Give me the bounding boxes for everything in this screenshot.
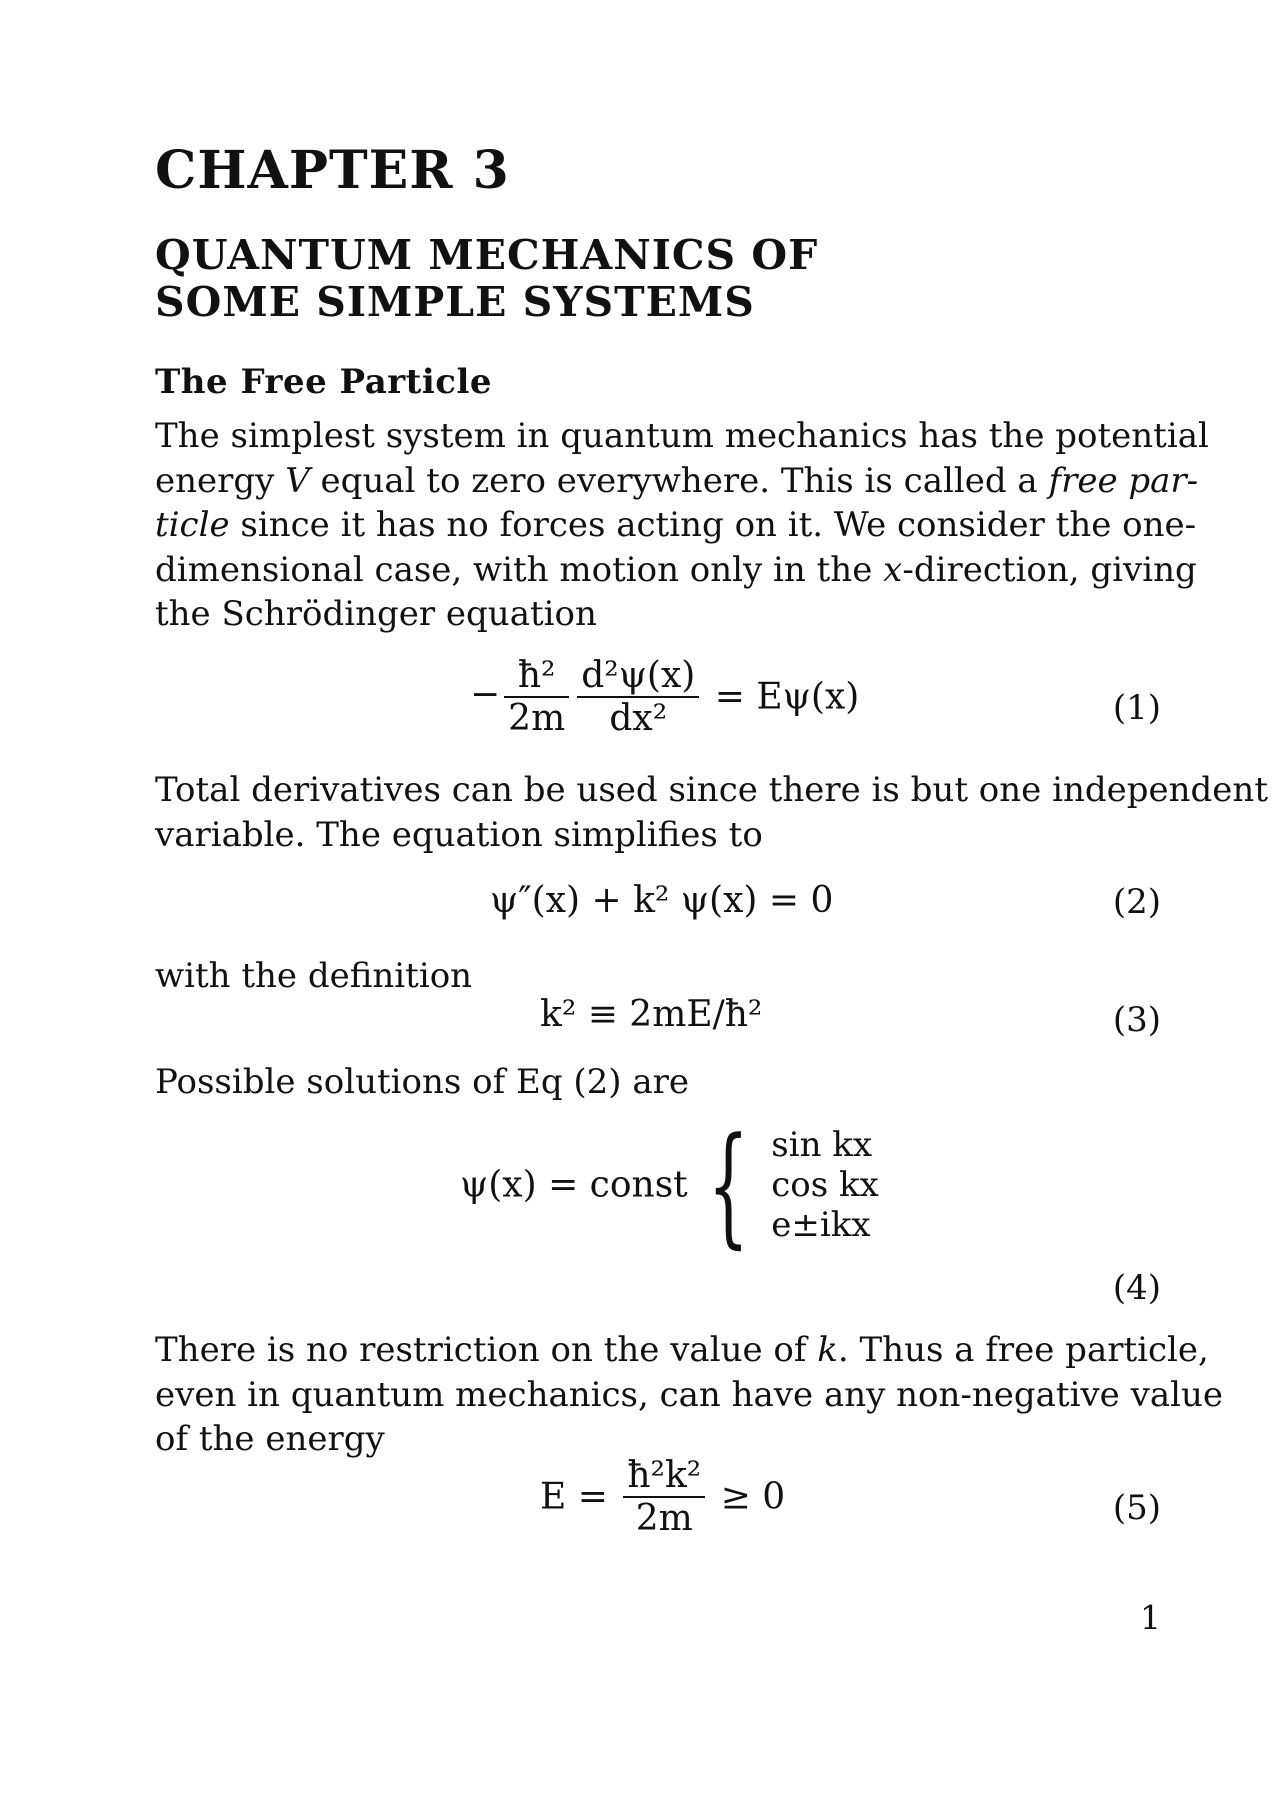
fraction: $\frac{\text{d²ψ(x)}}{\text{dx²}}$ xyxy=(577,655,699,739)
text-line: There is no restriction on the value of k. Thus a free particle, xyxy=(155,1330,1209,1370)
equation-5 xyxy=(540,1455,785,1539)
left-brace: { xyxy=(707,1109,750,1261)
minus-sign: − xyxy=(470,674,501,715)
equation-number: (2) xyxy=(1112,882,1161,922)
text-line: with the definition xyxy=(155,956,473,996)
text-line: energy V equal to zero everywhere. This is called a free par- xyxy=(155,460,1199,501)
text-line: the Schrödinger equation xyxy=(155,594,597,634)
equation-number: (3) xyxy=(1112,1000,1161,1040)
text-line: even in quantum mechanics, can have any non-negative value xyxy=(155,1374,1223,1415)
text-line: ticle since it has no forces acting on it. We consider the one- xyxy=(155,505,1197,545)
fraction: $\frac{\text{ħ²}}{2m}$ xyxy=(504,655,569,739)
case-item: cos kx xyxy=(771,1165,879,1205)
equation-lhs: E = xyxy=(540,1476,608,1518)
text-line: The simplest system in quantum mechanics has the potential xyxy=(155,416,1209,456)
equation-3: k² ≡ 2mE/ħ² xyxy=(540,994,763,1035)
equation-rhs: ≥ 0 xyxy=(720,1476,786,1518)
cases-list xyxy=(771,1125,879,1245)
text-line: Possible solutions of Eq (2) are xyxy=(155,1062,690,1102)
math-variable: V xyxy=(285,460,310,501)
equation-number: (4) xyxy=(1112,1268,1161,1308)
page-number: 1 xyxy=(1140,1598,1161,1637)
paragraph xyxy=(155,768,1268,857)
text-line: dimensional case, with motion only in the x-direction, giving xyxy=(155,549,1197,590)
equation-number: (1) xyxy=(1112,688,1161,728)
chapter-title xyxy=(155,232,818,326)
case-item: sin kx xyxy=(771,1125,873,1165)
equation-1 xyxy=(470,655,859,739)
equation-2: ψ″(x) + k² ψ(x) = 0 xyxy=(490,880,834,921)
paragraph xyxy=(155,954,1161,999)
emphasis-text: free par- xyxy=(1048,460,1199,501)
math-variable: k xyxy=(817,1330,838,1370)
text-line: Total derivatives can be used since there is but one independent xyxy=(155,770,1268,810)
emphasis-text: ticle xyxy=(155,505,230,545)
equation-4 xyxy=(460,1109,879,1261)
chapter-title-line: SOME SIMPLE SYSTEMS xyxy=(155,278,755,326)
equation-number: (5) xyxy=(1112,1488,1161,1528)
chapter-title-line: QUANTUM MECHANICS OF xyxy=(155,231,819,279)
paragraph xyxy=(155,1328,1223,1462)
fraction: $\frac{\text{ħ²k²}}{2m}$ xyxy=(623,1455,705,1539)
paragraph-intro xyxy=(155,414,1209,637)
equation-lhs: ψ(x) = const xyxy=(460,1164,688,1206)
paragraph xyxy=(155,1060,1161,1105)
equation-rhs: = Eψ(x) xyxy=(714,676,860,718)
text-line: variable. The equation simplifies to xyxy=(155,814,763,855)
case-item: e±ikx xyxy=(771,1205,871,1245)
section-heading: The Free Particle xyxy=(155,362,493,402)
chapter-heading: CHAPTER 3 xyxy=(155,140,510,201)
text-line: of the energy xyxy=(155,1419,385,1459)
math-variable: x xyxy=(883,549,903,590)
